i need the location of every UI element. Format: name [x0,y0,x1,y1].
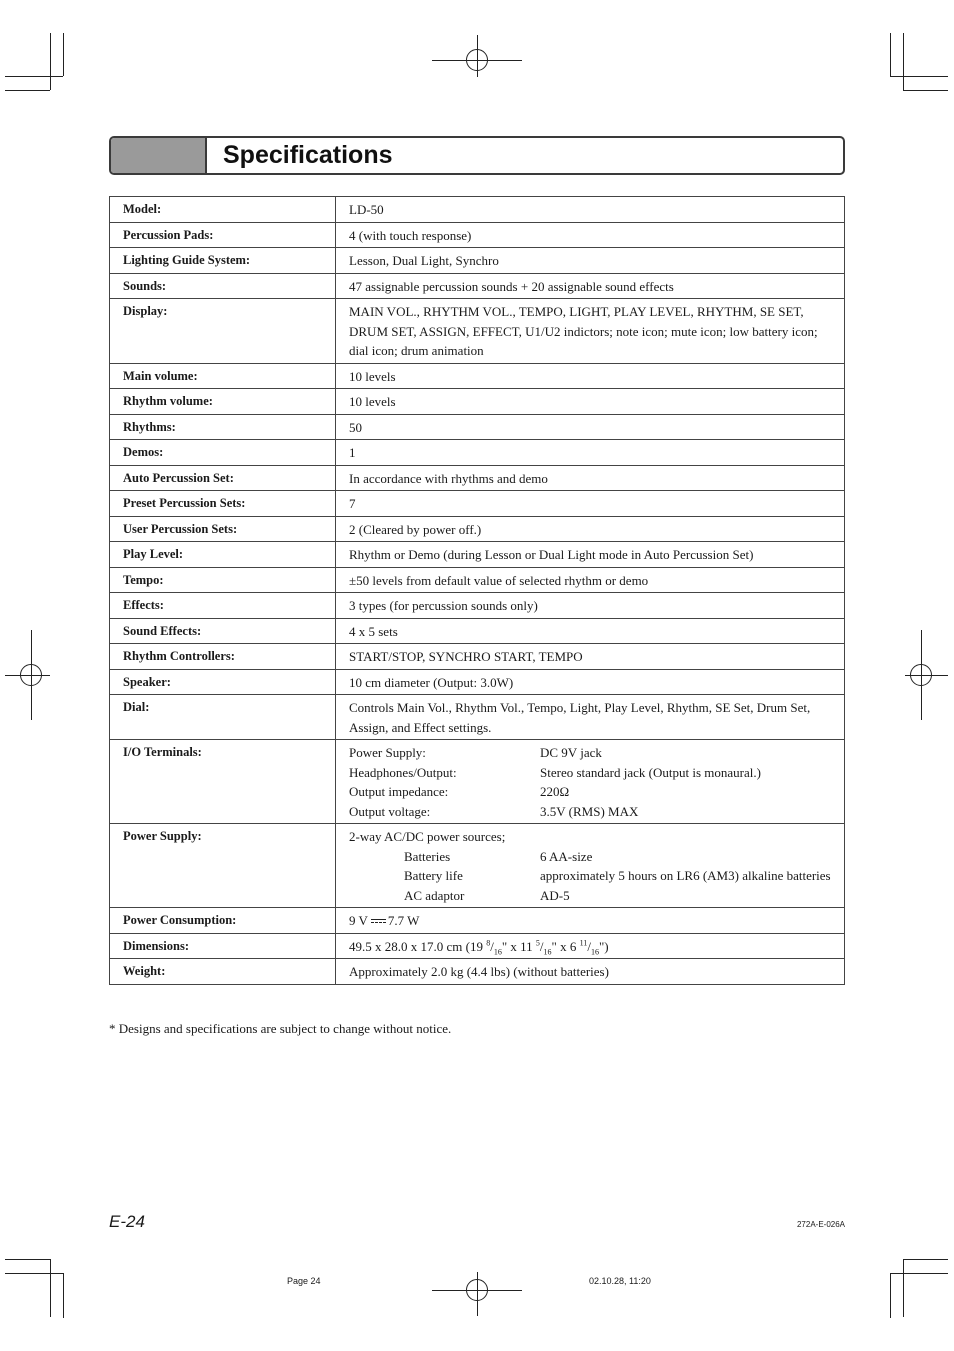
spec-value [336,824,845,908]
spec-value-text: Approximately 2.0 kg (4.4 lbs) (without batteries) [349,964,609,979]
table-row [110,273,845,299]
spec-value-text: 3 types (for percussion sounds only) [349,598,538,613]
dim-frac-den: 16 [493,947,502,957]
spec-value [336,363,845,389]
spec-value-text: ±50 levels from default value of selected rhythm or demo [349,572,649,588]
title-tab-block [111,138,207,173]
table-row [110,933,845,959]
spec-value-text: 10 levels [349,368,396,384]
power-name: Batteries [404,848,451,864]
document-code: 272A-E-026A [796,1220,845,1229]
table-row [110,389,845,415]
consumption-watts: 7.7 W [387,913,420,928]
footer-date: 02.10.28, 11:20 [589,1276,651,1286]
dim-frac-den: 16 [590,947,599,957]
table-row [110,491,845,517]
spec-label: Demos: [110,440,336,466]
spec-value-text: Rhythm or Demo (during Lesson or Dual Light mode in Auto Percussion Set) [349,547,754,562]
io-row [349,743,832,763]
table-row [110,440,845,466]
spec-value [336,567,845,593]
spec-value [336,465,845,491]
io-row [349,802,832,822]
io-name: Output impedance: [349,784,449,799]
io-row [349,782,832,802]
power-row [349,886,832,906]
dim-frac-num: 8 [486,938,491,948]
dc-symbol-icon [371,919,386,924]
spec-value-text: START/STOP, SYNCHRO START, TEMPO [349,649,583,664]
io-name: Headphones/Output: [349,764,457,780]
table-row [110,618,845,644]
spec-value-text: In accordance with rhythms and demo [349,470,548,486]
table-row [110,363,845,389]
spec-value-text: 50 [349,419,362,435]
dim-mid: " x 11 [501,938,533,954]
spec-value-text: 10 levels [349,394,396,409]
page-title: Specifications [223,141,393,169]
spec-value [336,908,845,934]
spec-label: Power Consumption: [110,908,336,934]
spec-value-text: MAIN VOL., RHYTHM VOL., TEMPO, LIGHT, PLAY LEVEL, RHYTHM, SE SET, DRUM SET, ASSIGN, EFFECT, U1/U2 indictors; note icon; mute icon; low battery icon; dial icon; drum animation [349,304,818,358]
io-value: 3.5V (RMS) MAX [540,803,639,819]
spec-value [336,593,845,619]
spec-value-text: Controls Main Vol., Rhythm Vol., Tempo, Light, Play Level, Rhythm, SE Set, Drum Set, Assign, and Effect settings. [349,700,811,735]
table-row [110,414,845,440]
spec-label: Rhythms: [110,414,336,440]
power-intro: 2-way AC/DC power sources; [349,829,506,844]
io-value: Stereo standard jack (Output is monaural.) [540,764,761,780]
table-row [110,299,845,364]
table-row [110,197,845,223]
spec-value-text: Lesson, Dual Light, Synchro [349,253,499,268]
table-row [110,465,845,491]
io-row [349,763,832,783]
consumption-voltage: 9 V [349,913,368,928]
dim-main: 49.5 x 28.0 x 17.0 cm (19 [349,938,483,954]
disclaimer-note: * Designs and specifications are subject to change without notice. [109,1021,452,1036]
power-row [349,866,832,886]
table-row [110,567,845,593]
spec-label: Model: [110,197,336,223]
table-row [110,516,845,542]
spec-value [336,389,845,415]
spec-label: Dial: [110,695,336,740]
spec-value [336,618,845,644]
spec-value [336,644,845,670]
table-row [110,669,845,695]
spec-value [336,248,845,274]
specifications-table [109,196,845,985]
spec-label: Dimensions: [110,933,336,959]
spec-label: User Percussion Sets: [110,516,336,542]
spec-value [336,695,845,740]
spec-value-text: 47 assignable percussion sounds + 20 assignable sound effects [349,278,674,294]
dim-end: ") [598,938,609,954]
spec-label: Display: [110,299,336,364]
spec-value-text: 1 [349,445,356,460]
table-row [110,908,845,934]
spec-label: Sounds: [110,273,336,299]
spec-value [336,440,845,466]
page-number: E-24 [109,1212,145,1231]
spec-label: Auto Percussion Set: [110,465,336,491]
power-value: AD-5 [540,887,570,903]
spec-label: Main volume: [110,363,336,389]
io-name: Output voltage: [349,803,431,819]
power-value: 6 AA-size [540,848,593,864]
section-title-bar [109,136,845,175]
spec-label: Preset Percussion Sets: [110,491,336,517]
spec-label: Lighting Guide System: [110,248,336,274]
power-name: Battery life [404,868,463,883]
spec-value [336,299,845,364]
table-row [110,542,845,568]
spec-label: Weight: [110,959,336,985]
spec-value-text: 4 (with touch response) [349,227,472,243]
table-row [110,593,845,619]
table-row [110,740,845,824]
dim-frac-den: 16 [543,947,552,957]
spec-value [336,669,845,695]
spec-label: Sound Effects: [110,618,336,644]
spec-value-text: 10 cm diameter (Output: 3.0W) [349,674,514,690]
spec-value [336,959,845,985]
table-row [110,959,845,985]
spec-label: Rhythm volume: [110,389,336,415]
table-row [110,248,845,274]
spec-label: Rhythm Controllers: [110,644,336,670]
dim-frac-num: 5 [535,938,540,948]
spec-value [336,740,845,824]
spec-value [336,222,845,248]
spec-value [336,542,845,568]
footer-page-label: Page 24 [287,1276,321,1286]
table-row [110,824,845,908]
spec-label: Play Level: [110,542,336,568]
spec-value [336,414,845,440]
table-row [110,222,845,248]
spec-value: 49.5 x 28.0 x 17.0 cm (19 $^8/_{16}$" x 11 $^5/_{16}$" x 6 $^{11}/_{16}$") [336,933,845,959]
spec-value-text: 2 (Cleared by power off.) [349,521,482,537]
spec-value [336,491,845,517]
spec-value [336,273,845,299]
spec-label: Speaker: [110,669,336,695]
spec-value [336,516,845,542]
spec-label: I/O Terminals: [110,740,336,824]
spec-label: Percussion Pads: [110,222,336,248]
table-row [110,695,845,740]
spec-value-text: 7 [349,496,356,511]
power-name: AC adaptor [404,887,465,903]
io-value: DC 9V jack [540,745,602,760]
io-name: Power Supply: [349,745,426,760]
power-value: approximately 5 hours on LR6 (AM3) alkaline batteries [540,868,831,883]
spec-label: Tempo: [110,567,336,593]
spec-value-text: LD-50 [349,202,384,217]
table-row [110,644,845,670]
spec-value-text: 4 x 5 sets [349,623,398,639]
io-value: 220Ω [540,784,570,799]
power-row [349,847,832,867]
spec-label: Power Supply: [110,824,336,908]
dim-frac-num: 11 [579,938,588,948]
dim-mid: " x 6 [551,938,577,954]
spec-value [336,197,845,223]
spec-label: Effects: [110,593,336,619]
